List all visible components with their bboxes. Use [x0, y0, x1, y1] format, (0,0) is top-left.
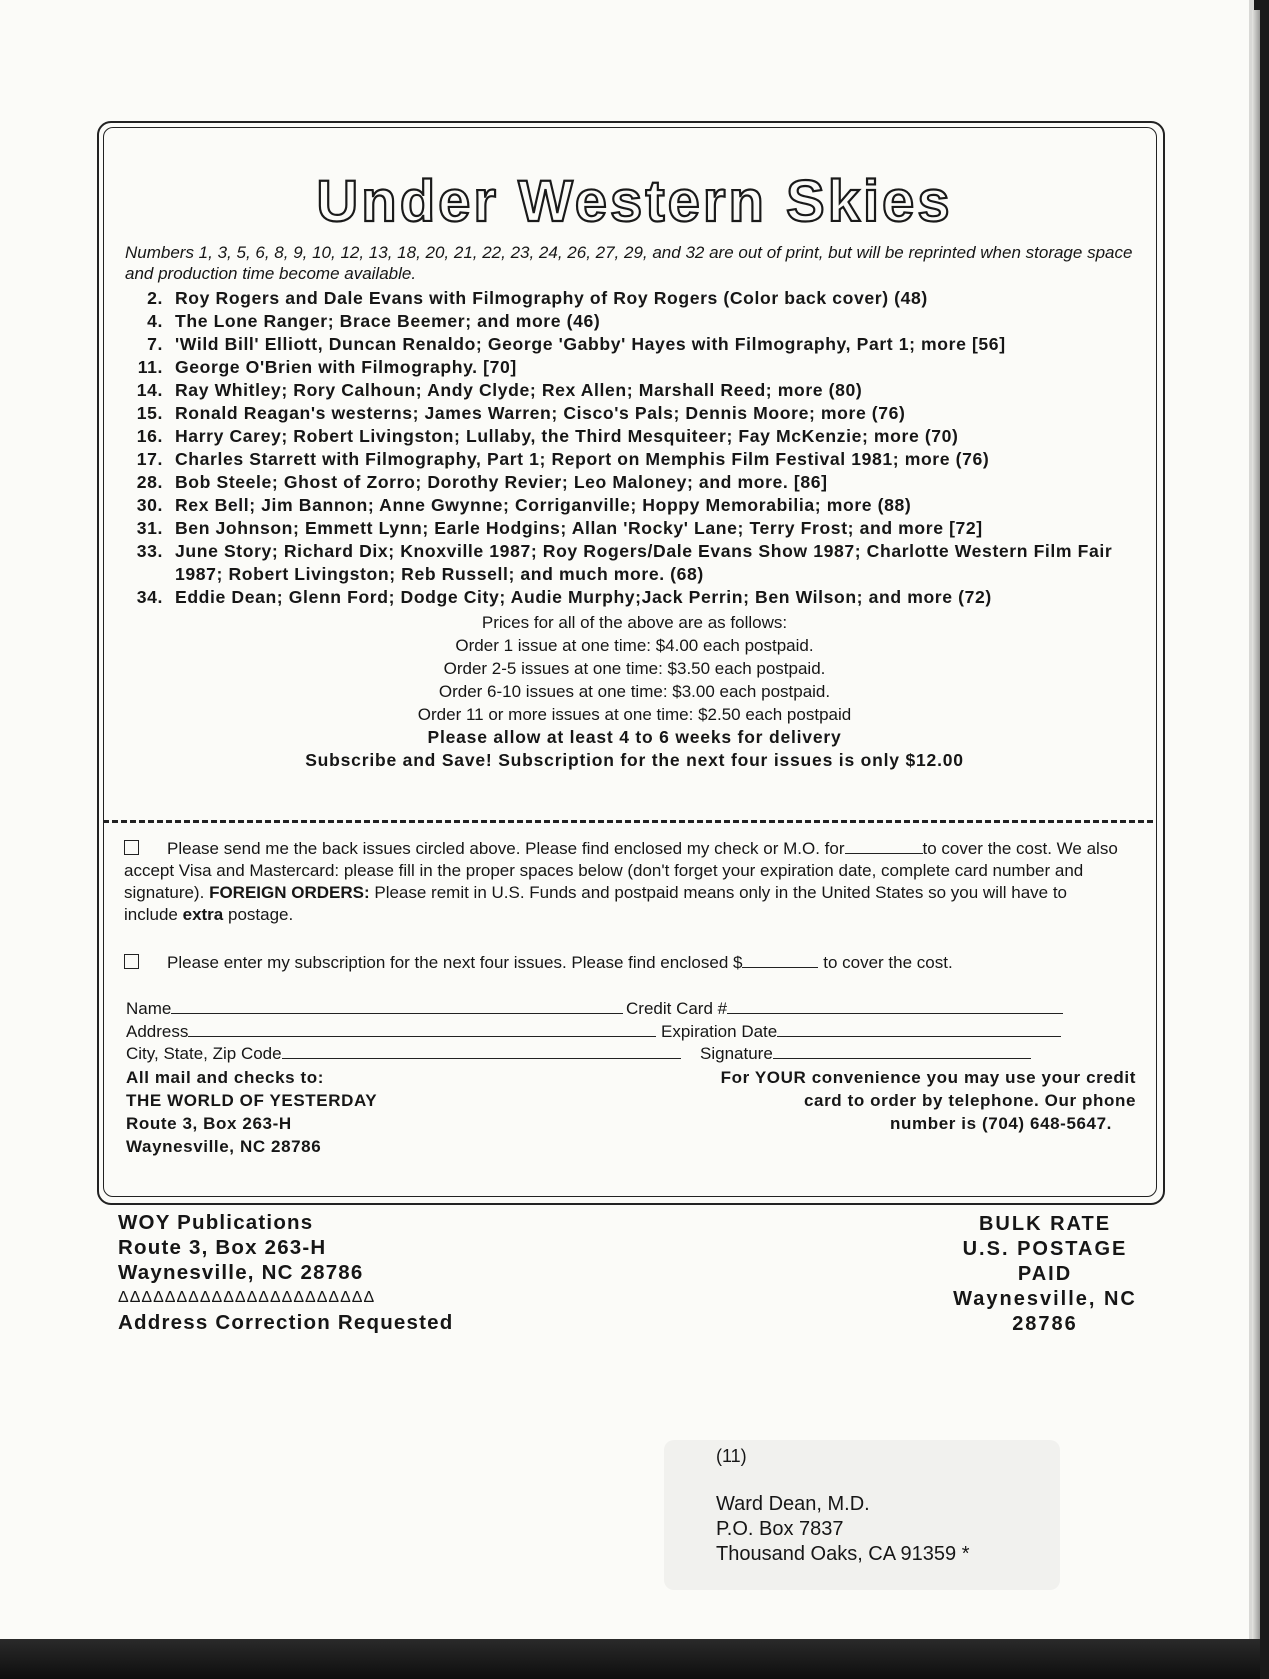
issue-number: 17.	[136, 449, 163, 469]
issue-number: 2.	[147, 288, 163, 308]
back-issue-order-text	[124, 838, 1124, 926]
subscription-text: Please enter my subscription for the next four issues. Please find enclosed $	[167, 953, 743, 972]
address-correction-note: Address Correction Requested	[118, 1311, 454, 1334]
foreign-orders-label: FOREIGN ORDERS:	[209, 883, 370, 902]
credit-card-blank[interactable]	[727, 1013, 1063, 1014]
list-item[interactable]	[125, 540, 1155, 586]
phone-note-line: card to order by telephone. Our phone	[803, 1091, 1136, 1110]
return-address-line: Route 3, Box 263-H	[118, 1236, 327, 1259]
issue-number: 4.	[147, 311, 163, 331]
address-label: Address	[126, 1022, 189, 1041]
return-address	[118, 1210, 453, 1335]
phone-note-line: For YOUR convenience you may use your credit	[720, 1068, 1136, 1087]
name-label: Name	[126, 999, 172, 1018]
return-address-line: WOY Publications	[118, 1211, 314, 1234]
recipient-line: P.O. Box 7837	[716, 1518, 844, 1540]
extra-word: extra	[182, 905, 224, 924]
price-line: Order 2-5 issues at one time: $3.50 each postpaid.	[443, 659, 826, 678]
issue-number: 34.	[136, 587, 163, 607]
address-field[interactable]	[126, 1022, 656, 1042]
list-item[interactable]	[125, 379, 1155, 402]
label-code: (11)	[716, 1446, 747, 1466]
delivery-note: Please allow at least 4 to 6 weeks for delivery	[427, 727, 842, 747]
list-item[interactable]	[125, 356, 1155, 379]
subscription-text-end: to cover the cost.	[823, 953, 953, 972]
postage-indicia	[905, 1212, 1185, 1337]
expiration-blank[interactable]	[777, 1036, 1061, 1037]
issue-number: 14.	[136, 380, 163, 400]
page-shadow	[0, 1639, 1260, 1679]
credit-card-label: Credit Card #	[626, 999, 728, 1018]
issue-number: 7.	[147, 334, 163, 354]
city-state-zip-field[interactable]	[126, 1044, 681, 1064]
issue-number: 11.	[137, 357, 163, 377]
mail-to-line: Waynesville, NC 28786	[126, 1137, 322, 1156]
issue-contents: George O'Brien with Filmography. [70]	[175, 357, 517, 377]
indicia-line: 28786	[1012, 1313, 1078, 1335]
name-field[interactable]	[126, 999, 623, 1019]
phone-note-line: number is (704) 648-5647.	[890, 1114, 1112, 1133]
subscription-checkbox[interactable]	[124, 954, 139, 969]
mail-to-line: THE WORLD OF YESTERDAY	[126, 1091, 378, 1110]
list-item[interactable]	[125, 402, 1155, 425]
issue-contents: Eddie Dean; Glenn Ford; Dodge City; Audie Murphy;Jack Perrin; Ben Wilson; and more (72)	[175, 587, 992, 607]
expiration-field[interactable]	[661, 1022, 1061, 1042]
list-item[interactable]	[125, 448, 1155, 471]
issue-contents: The Lone Ranger; Brace Beemer; and more (46)	[175, 311, 601, 331]
foreign-orders-text-end: postage.	[227, 905, 294, 924]
phone-order-note	[660, 1066, 1136, 1135]
list-item[interactable]	[125, 310, 1155, 333]
mail-to-line: Route 3, Box 263-H	[126, 1114, 292, 1133]
list-item[interactable]	[125, 471, 1155, 494]
return-address-line: Waynesville, NC 28786	[118, 1261, 364, 1284]
indicia-line: Waynesville, NC	[953, 1288, 1137, 1310]
back-issues-text-cont: to cover the cost. We also accept Visa and Mastercard: please fill in the proper spaces below (don't forget your expiration date, complete card number and signature).	[124, 839, 1118, 902]
list-item[interactable]	[125, 425, 1155, 448]
back-issue-list	[125, 287, 1155, 609]
address-blank[interactable]	[188, 1036, 656, 1037]
issue-number: 30.	[136, 495, 163, 515]
issue-contents: Ray Whitley; Rory Calhoun; Andy Clyde; Rex Allen; Marshall Reed; more (80)	[175, 380, 863, 400]
city-state-zip-label: City, State, Zip Code	[126, 1044, 282, 1063]
out-of-print-note: Numbers 1, 3, 5, 6, 8, 9, 10, 12, 13, 18, 20, 21, 22, 23, 24, 26, 27, 29, and 32 are out of print, but will be reprinted when storage space and production time become available.	[125, 243, 1133, 283]
issue-number: 16.	[136, 426, 163, 446]
indicia-line: U.S. POSTAGE	[962, 1238, 1128, 1260]
list-item[interactable]	[125, 287, 1155, 310]
issue-contents: Ronald Reagan's westerns; James Warren; Cisco's Pals; Dennis Moore; more (76)	[175, 403, 906, 423]
subscription-order-text	[124, 952, 1124, 974]
cut-line	[103, 820, 1153, 823]
check-amount-blank[interactable]	[845, 853, 923, 854]
issue-contents: Charles Starrett with Filmography, Part 1; Report on Memphis Film Festival 1981; more (76)	[175, 449, 990, 469]
list-item[interactable]	[125, 333, 1155, 356]
issue-contents: Ben Johnson; Emmett Lynn; Earle Hodgins; Allan 'Rocky' Lane; Terry Frost; and more [72]	[175, 518, 983, 538]
triangle-row: ΔΔΔΔΔΔΔΔΔΔΔΔΔΔΔΔΔΔΔΔΔΔ	[118, 1289, 376, 1306]
list-item[interactable]	[125, 517, 1155, 540]
signature-blank[interactable]	[773, 1058, 1031, 1059]
issue-contents: Roy Rogers and Dale Evans with Filmography of Roy Rogers (Color back cover) (48)	[175, 288, 928, 308]
issue-contents: Harry Carey; Robert Livingston; Lullaby, the Third Mesquiteer; Fay McKenzie; more (70)	[175, 426, 959, 446]
signature-label: Signature	[700, 1044, 773, 1063]
price-heading: Prices for all of the above are as follows:	[481, 613, 788, 632]
foreign-orders-text: Please remit in U.S. Funds and postpaid means only in the United States so you will have to include	[124, 883, 1068, 924]
subscription-amount-blank[interactable]	[742, 967, 818, 968]
price-list	[0, 611, 1269, 772]
price-line: Order 11 or more issues at one time: $2.50 each postpaid	[417, 705, 852, 724]
subscription-offer: Subscribe and Save! Subscription for the next four issues is only $12.00	[305, 750, 964, 770]
back-issues-text: Please send me the back issues circled above. Please find enclosed my check or M.O. for	[167, 839, 845, 858]
page-title: Under Western Skies	[316, 169, 953, 234]
issue-contents: 'Wild Bill' Elliott, Duncan Renaldo; George 'Gabby' Hayes with Filmography, Part 1; more [56]	[175, 334, 1006, 354]
list-item[interactable]	[125, 586, 1155, 609]
issue-number: 28.	[136, 472, 163, 492]
signature-field[interactable]	[700, 1044, 1031, 1064]
list-item[interactable]	[125, 494, 1155, 517]
mail-to-heading: All mail and checks to:	[126, 1068, 325, 1087]
page-edge	[1252, 10, 1260, 1640]
indicia-line: PAID	[1017, 1263, 1073, 1285]
mailing-label	[664, 1440, 1060, 1590]
back-issues-checkbox[interactable]	[124, 840, 139, 855]
recipient-line: Ward Dean, M.D.	[716, 1493, 870, 1515]
credit-card-field[interactable]	[626, 999, 1063, 1019]
recipient-line: Thousand Oaks, CA 91359 *	[716, 1543, 970, 1565]
issue-number: 33.	[136, 541, 163, 561]
price-line: Order 6-10 issues at one time: $3.00 each postpaid.	[438, 682, 831, 701]
issue-contents: Bob Steele; Ghost of Zorro; Dorothy Revier; Leo Maloney; and more. [86]	[175, 472, 828, 492]
issue-number: 15.	[136, 403, 163, 423]
recipient-address	[716, 1492, 970, 1567]
issue-number: 31.	[136, 518, 163, 538]
issue-contents: June Story; Richard Dix; Knoxville 1987; Roy Rogers/Dale Evans Show 1987; Charlotte Western Film Fair 1987; Robert Livingston; Reb Russell; and much more. (68)	[175, 541, 1113, 584]
mail-to-address	[126, 1066, 377, 1158]
name-blank[interactable]	[171, 1013, 623, 1014]
issue-contents: Rex Bell; Jim Bannon; Anne Gwynne; Corriganville; Hoppy Memorabilia; more (88)	[175, 495, 912, 515]
expiration-label: Expiration Date	[661, 1022, 778, 1041]
price-line: Order 1 issue at one time: $4.00 each postpaid.	[455, 636, 814, 655]
indicia-line: BULK RATE	[978, 1213, 1112, 1235]
city-state-zip-blank[interactable]	[282, 1058, 681, 1059]
